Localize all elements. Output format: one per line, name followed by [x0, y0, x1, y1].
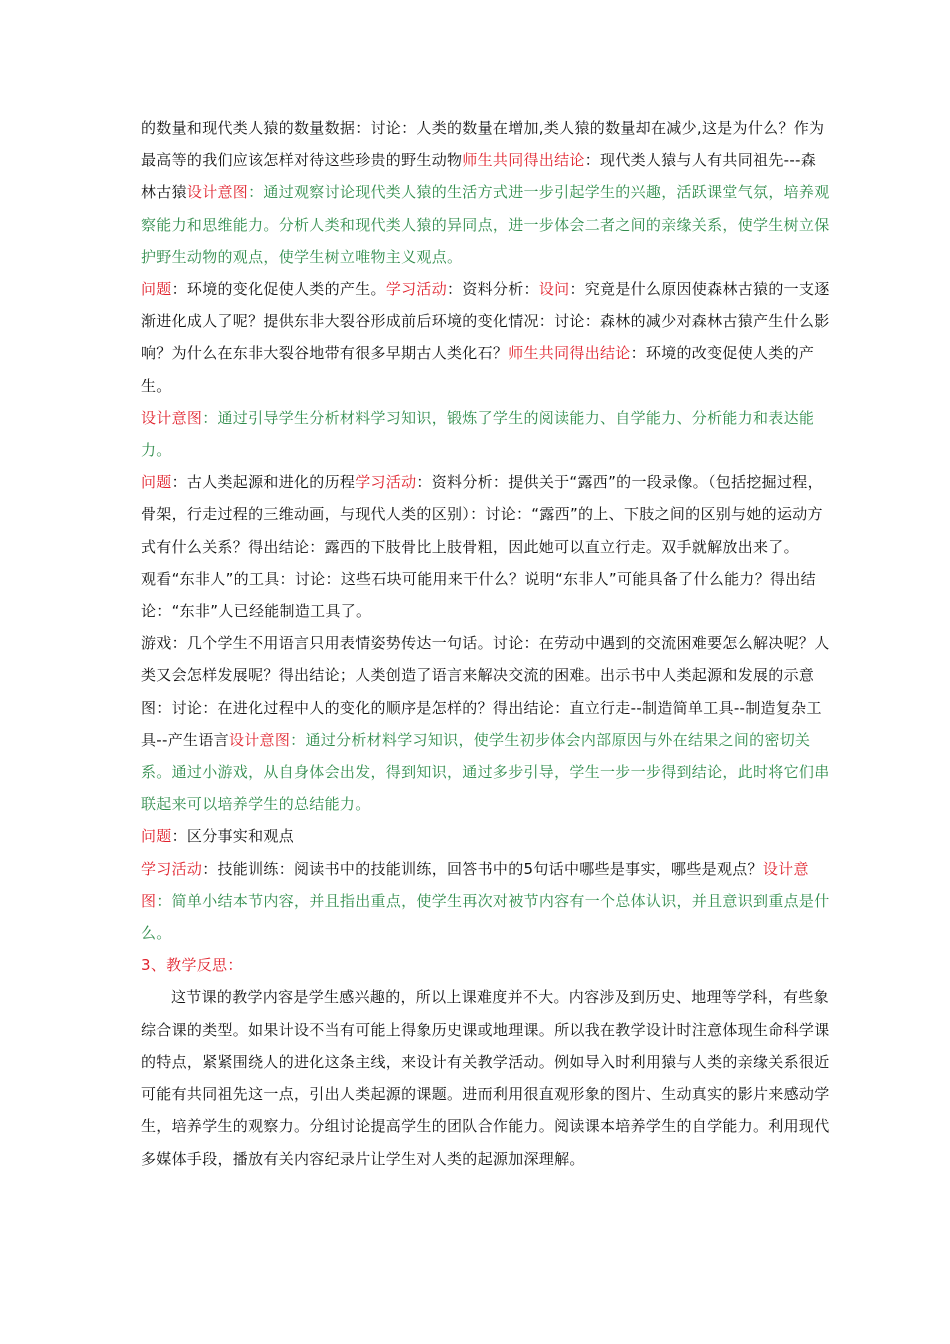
text-span: ：技能训练：阅读书中的技能训练，回答书中的5句话中哪些是事实，哪些是观点？ [202, 859, 763, 878]
label-span: 设问 [538, 280, 570, 299]
paragraph [141, 563, 831, 627]
text-span: ：古人类起源和进化的历程 [171, 473, 356, 492]
label-span: 设计意图 [141, 408, 203, 427]
section-heading-reflection: 3、教学反思： [141, 956, 243, 975]
label-span: 问题 [141, 473, 172, 492]
paragraph [141, 402, 831, 466]
paragraph [141, 820, 831, 852]
paragraph [141, 466, 831, 563]
paragraph [141, 627, 831, 820]
lesson-body [141, 112, 831, 949]
reflection-paragraph: 这节课的教学内容是学生感兴趣的，所以上课难度并不大。内容涉及到历史、地理等学科，有些象综合课的类型。如果计设不当有可能上得象历史课或地理课。所以我在教学设计时注意体现生命科学课的特点，紧紧围绕人的进化这条主线，来设计有关教学活动。例如导入时利用猿与人类的亲缘关系很近可能有共同祖先这一点，引出人类起源的课题。进而利用很直观形象的图片、生动真实的影片来感动学生，培养学生的观察力。分组讨论提高学生的团队合作能力。阅读课本培养学生的自学能力。利用现代多媒体手段，播放有关内容纪录片让学生对人类的起源加深理解。 [141, 988, 830, 1168]
text-span: ：通过观察讨论现代类人猿的生活方式进一步引起学生的兴趣，活跃课堂气氛，培养观察能力和思维能力。分析人类和现代类人猿的异同点，进一步体会二者之间的亲缘关系，使学生树立保护野生动物的观点，使学生树立唯物主义观点。 [141, 183, 830, 266]
text-span: ：究竟是什么原因使森林古猿的一支逐渐进化成人了呢？提供东非大裂谷形成前后环境的变化情况：讨论：森林的减少对森林古猿产生什么影响？为什么在东非大裂谷地带有很多早期古人类化石？ [141, 280, 830, 363]
label-span: 设计意图 [228, 730, 291, 749]
text-span: ：简单小结本节内容，并且指出重点，使学生再次对被节内容有一个总体认识，并且意识到重点是什么。 [141, 891, 830, 943]
label-span: 师生共同得出结论 [462, 151, 585, 170]
label-span: 学习活动 [385, 280, 448, 299]
text-span: ：环境的改变促使人类的产生。 [141, 344, 815, 395]
text-span: ：通过分析材料学习知识，使学生初步体会内部原因与外在结果之间的密切关系。通过小游戏，从自身体会出发，得到知识，通过多步引导，学生一步一步得到结论，此时将它们串联起来可以培养学生的总结能力。 [141, 730, 830, 814]
text-span: ：现代类人猿与人有共同祖先---森林古猿 [141, 151, 817, 202]
text-span: ：资料分析： [447, 280, 539, 299]
text-span: 游戏：几个学生不用语言只用表情姿势传达一句话。讨论：在劳动中遇到的交流困难要怎么解决呢？人类又会怎样发展呢？得出结论；人类创造了语言来解决交流的困难。出示书中人类起源和发展的示意图：讨论：在进化过程中人的变化的顺序是怎样的？得出结论：直立行走--制造简单工具--制造复杂工具--产生语言 [141, 634, 830, 749]
text-span: ：资料分析：提供关于“露西”的一段录像。（包括挖掘过程，骨架，行走过程的三维动画，与现代人类的区别）：讨论：“露西”的上、下肢之间的区别与她的运动方式有什么关系？得出结论：露西的下肢骨比上肢骨粗，因此她可以直立行走。双手就解放出来了。 [141, 473, 823, 556]
label-span: 问题 [141, 280, 172, 299]
label-span: 问题 [141, 827, 172, 846]
label-span: 师生共同得出结论 [508, 344, 631, 363]
text-span: ：区分事实和观点 [171, 827, 295, 846]
paragraph [141, 853, 831, 950]
text-span: 观看“东非人”的工具：讨论：这些石块可能用来干什么？说明“东非人”可能具备了什么能力？得出结论：“东非”人已经能制造工具了。 [141, 569, 816, 621]
document-page [141, 112, 831, 1175]
label-span: 设计意图 [141, 859, 809, 910]
paragraph [141, 112, 831, 273]
text-span: ：环境的变化促使人类的产生。 [171, 280, 386, 299]
label-span: 学习活动 [355, 473, 417, 492]
text-span: 的数量和现代类人猿的数量数据：讨论：人类的数量在增加,类人猿的数量却在减少,这是为什么？作为最高等的我们应该怎样对待这些珍贵的野生动物 [141, 119, 825, 170]
text-span: ：通过引导学生分析材料学习知识，锻炼了学生的阅读能力、自学能力、分析能力和表达能力。 [141, 408, 815, 460]
label-span: 学习活动 [141, 859, 203, 878]
label-span: 设计意图 [186, 183, 249, 202]
paragraph [141, 273, 831, 402]
